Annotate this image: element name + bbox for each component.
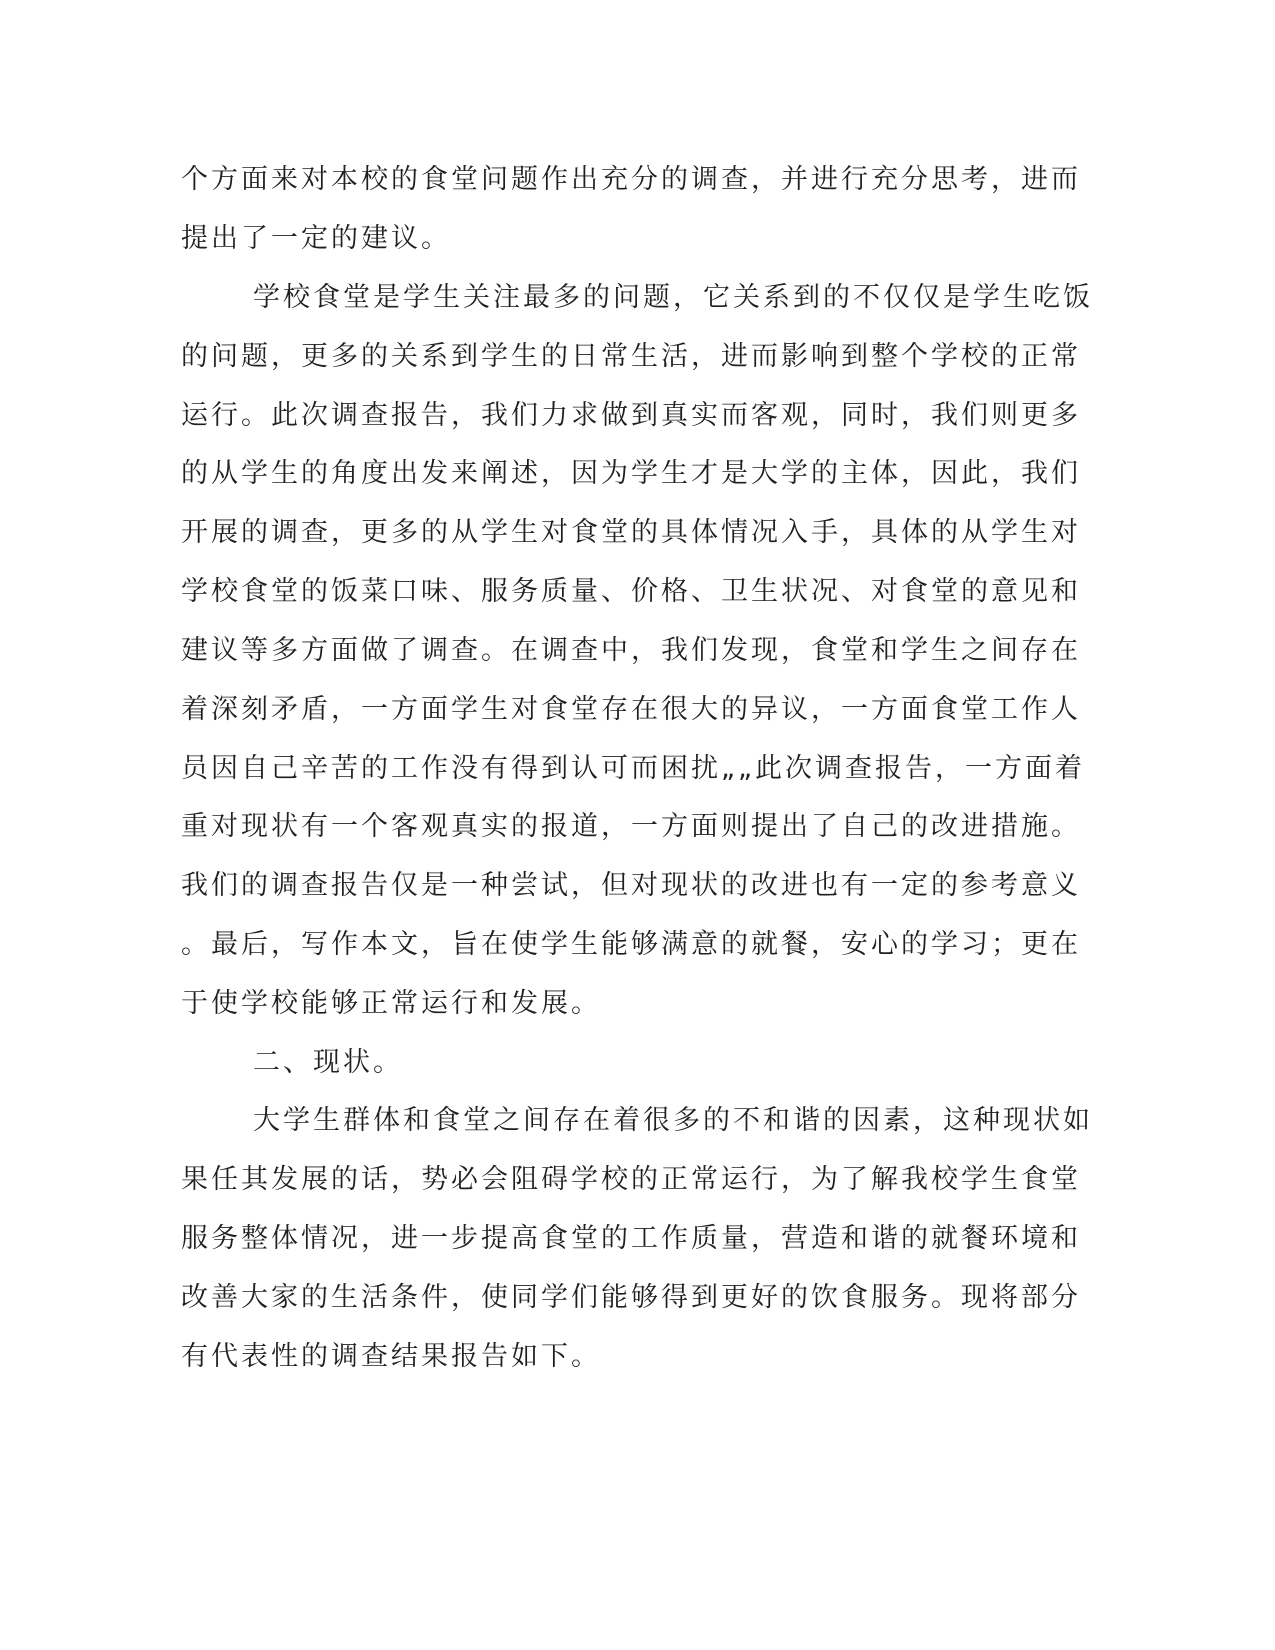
text-line: 个方面来对本校的食堂问题作出充分的调查，并进行充分思考，进而	[181, 164, 1081, 195]
text-line: 的从学生的角度出发来阐述，因为学生才是大学的主体，因此，我们	[181, 458, 1081, 489]
text-line: 着深刻矛盾，一方面学生对食堂存在很大的异议，一方面食堂工作人	[181, 694, 1081, 725]
text-line: 。最后，写作本文，旨在使学生能够满意的就餐，安心的学习；更在	[181, 929, 1081, 960]
text-line: 服务整体情况，进一步提高食堂的工作质量，营造和谐的就餐环境和	[181, 1223, 1081, 1254]
text-line: 提出了一定的建议。	[181, 223, 451, 254]
text-line: 学校食堂的饭菜口味、服务质量、价格、卫生状况、对食堂的意见和	[181, 576, 1081, 607]
text-line: 学校食堂是学生关注最多的问题，它关系到的不仅仅是学生吃饭	[253, 282, 1093, 313]
text-line: 改善大家的生活条件，使同学们能够得到更好的饮食服务。现将部分	[181, 1282, 1081, 1313]
text-line: 开展的调查，更多的从学生对食堂的具体情况入手，具体的从学生对	[181, 517, 1081, 548]
section-heading: 二、现状。	[253, 1047, 403, 1078]
text-line: 果任其发展的话，势必会阻碍学校的正常运行，为了解我校学生食堂	[181, 1164, 1081, 1195]
text-line: 员因自己辛苦的工作没有得到认可而困扰„„此次调查报告，一方面着	[181, 753, 1085, 784]
text-line: 有代表性的调查结果报告如下。	[181, 1341, 601, 1372]
text-line: 大学生群体和食堂之间存在着很多的不和谐的因素，这种现状如	[253, 1105, 1093, 1136]
text-line: 运行。此次调查报告，我们力求做到真实而客观，同时，我们则更多	[181, 400, 1081, 431]
text-line: 的问题，更多的关系到学生的日常生活，进而影响到整个学校的正常	[181, 341, 1081, 372]
text-line: 建议等多方面做了调查。在调查中，我们发现，食堂和学生之间存在	[181, 635, 1081, 666]
text-line: 于使学校能够正常运行和发展。	[181, 988, 601, 1019]
text-line: 我们的调查报告仅是一种尝试，但对现状的改进也有一定的参考意义	[181, 870, 1081, 901]
text-line: 重对现状有一个客观真实的报道，一方面则提出了自己的改进措施。	[181, 811, 1081, 842]
